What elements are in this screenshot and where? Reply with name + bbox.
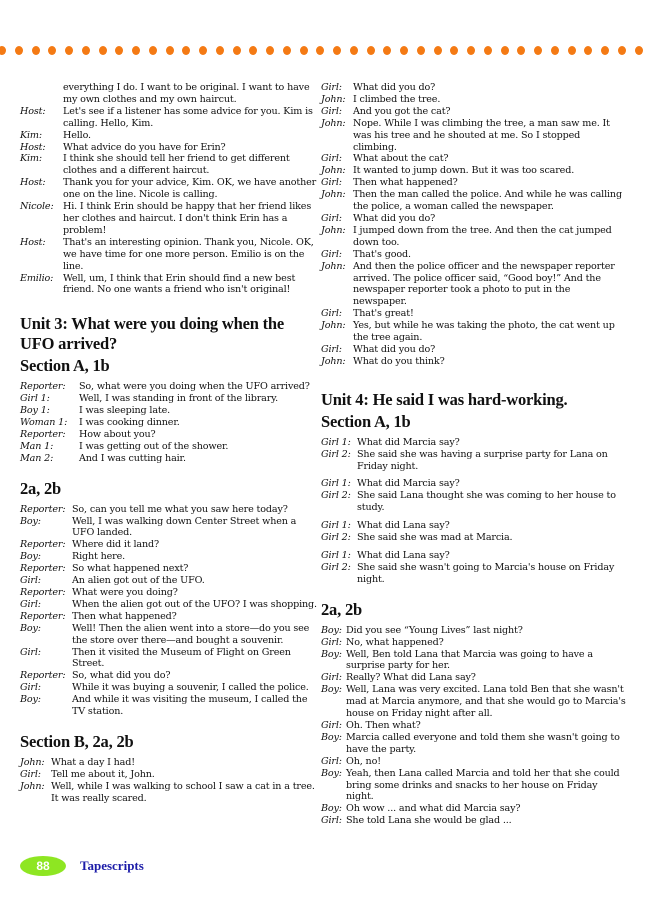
- speaker-label: John:: [20, 756, 45, 768]
- orange-dot: [48, 46, 56, 55]
- speaker-label: Reporter:: [20, 563, 66, 575]
- dialogue-group: [321, 550, 626, 586]
- dialogue-text: What did you do?: [353, 82, 436, 93]
- dialogue-line: [20, 453, 318, 465]
- orange-dot: [266, 46, 274, 55]
- dialogue-text: Oh wow ... and what did Marcia say?: [346, 803, 521, 815]
- orange-dot: [601, 46, 609, 55]
- speaker-label: Man 2:: [20, 452, 54, 464]
- dialogue-line: [321, 437, 626, 449]
- dialogue-line: [20, 142, 318, 154]
- right-column: [321, 82, 626, 827]
- orange-dot: [568, 46, 576, 55]
- speaker-label: John:: [321, 165, 346, 177]
- speaker-label: Boy:: [20, 694, 41, 706]
- dialogue-line: [20, 237, 318, 273]
- orange-dot: [15, 46, 23, 55]
- speaker-label: Girl:: [20, 768, 41, 780]
- dialogue-text: That's good.: [353, 248, 411, 260]
- speaker-label: Boy 1:: [20, 405, 50, 417]
- orange-dot: [233, 46, 241, 55]
- orange-dot: [467, 46, 475, 55]
- speaker-label: Girl:: [321, 719, 342, 731]
- unit3-2a-2b-heading: 2a, 2b: [20, 478, 61, 498]
- speaker-label: Girl 1:: [321, 520, 351, 532]
- speaker-label: Host:: [20, 177, 46, 189]
- dialogue-group: [321, 478, 626, 514]
- orange-dot: [216, 46, 224, 55]
- dialogue-line: [321, 82, 626, 94]
- dialogue-line: [20, 599, 318, 611]
- dialogue-line: [20, 781, 318, 805]
- speaker-label: Girl:: [321, 153, 342, 165]
- dialogue-text: What about the cat?: [353, 153, 449, 165]
- dialogue-line: [321, 94, 626, 106]
- orange-dot: [551, 46, 559, 55]
- orange-dot: [618, 46, 626, 55]
- section-b-continued-dialogue: [321, 82, 626, 368]
- speaker-label: Girl:: [321, 105, 342, 117]
- speaker-label: Reporter:: [20, 670, 66, 682]
- unit4-2a-2b-dialogue: [321, 625, 626, 827]
- unit4-section-a-1b-dialogue: [321, 437, 626, 586]
- dialogue-line: [321, 356, 626, 368]
- dialogue-line: [321, 562, 626, 586]
- dialogue-text: What did Marcia say?: [357, 478, 460, 490]
- speaker-label: Reporter:: [20, 539, 66, 551]
- orange-dot: [182, 46, 190, 55]
- dialogue-text: What did you do?: [353, 212, 436, 224]
- orange-dot: [417, 46, 425, 55]
- speaker-label: Girl 1:: [321, 550, 351, 561]
- speaker-label: Emilio:: [20, 272, 54, 284]
- dialogue-line: [321, 756, 626, 768]
- speaker-label: Kim:: [20, 129, 42, 141]
- dialogue-text: Let's see if a listener has some advice for you. Kim is calling. Hello, Kim.: [63, 105, 313, 129]
- dialogue-line: [20, 539, 318, 551]
- orange-dot: [517, 46, 525, 55]
- dialogue-text: Right here.: [72, 551, 126, 563]
- speaker-label: Host:: [20, 105, 46, 117]
- dialogue-text: Then what happened?: [353, 177, 458, 189]
- dialogue-line: [20, 130, 318, 142]
- speaker-label: [20, 82, 63, 106]
- dialogue-text: An alien got out of the UFO.: [72, 575, 205, 587]
- speaker-label: Girl 2:: [321, 532, 351, 544]
- dialogue-text: Hello.: [63, 129, 91, 141]
- speaker-label: Boy:: [321, 731, 342, 743]
- dialogue-text: Nope. While I was climbing the tree, a man saw me. It was his tree and he shouted at me. So I stopped climbing.: [353, 117, 610, 153]
- speaker-label: John:: [321, 320, 346, 332]
- dialogue-text: Well, Lana was very excited. Lana told Ben that she wasn't mad at Marcia anymore, and that she would go to Marcia's house on Friday night after all.: [346, 684, 626, 720]
- dialogue-line: [321, 490, 626, 514]
- orange-dot: [434, 46, 442, 55]
- dialogue-line: [321, 637, 626, 649]
- dialogue-text: Yeah, then Lana called Marcia and told her that she could bring some drinks and snacks to her house on Friday night.: [346, 767, 620, 803]
- dialogue-text: So, what were you doing when the UFO arrived?: [79, 381, 310, 393]
- dialogue-text: Oh, no!: [346, 755, 381, 767]
- dialogue-line: [321, 308, 626, 320]
- dialogue-group: [321, 437, 626, 473]
- speaker-label: Boy:: [20, 622, 41, 634]
- orange-dot: [400, 46, 408, 55]
- speaker-label: Nicole:: [20, 201, 54, 213]
- dialogue-text: Marcia called everyone and told them she wasn't going to have the party.: [346, 731, 620, 755]
- dialogue-line: [321, 177, 626, 189]
- intro-dialogue: [20, 82, 318, 296]
- speaker-label: Girl 2:: [321, 561, 351, 573]
- orange-dot: [534, 46, 542, 55]
- unit-4-title: Unit 4: He said I was hard-working.: [321, 389, 568, 409]
- speaker-label: Kim:: [20, 153, 42, 165]
- dialogue-line: [20, 153, 318, 177]
- dialogue-text: Well, while I was walking to school I saw a cat in a tree. It was really scared.: [51, 780, 315, 804]
- dialogue-text: She said she wasn't going to Marcia's house on Friday night.: [357, 561, 615, 585]
- speaker-label: Girl:: [321, 755, 342, 767]
- dialogue-line: [20, 201, 318, 237]
- dialogue-text: What advice do you have for Erin?: [63, 141, 226, 153]
- dialogue-line: [321, 449, 626, 473]
- speaker-label: Girl:: [321, 248, 342, 260]
- dialogue-text: That's an interesting opinion. Thank you, Nicole. OK, we have time for one more person. Emilio is on the line.: [63, 236, 314, 272]
- speaker-label: Host:: [20, 236, 46, 248]
- speaker-label: John:: [321, 117, 346, 129]
- dialogue-text: I jumped down from the tree. And then the cat jumped down too.: [353, 224, 612, 248]
- dialogue-text: What were you doing?: [72, 587, 178, 598]
- speaker-label: Girl 1:: [321, 478, 351, 490]
- dialogue-text: And you got the cat?: [353, 105, 451, 117]
- speaker-label: Girl 2:: [321, 448, 351, 460]
- dialogue-line: [20, 441, 318, 453]
- dialogue-line: [321, 118, 626, 154]
- dialogue-text: I was getting out of the shower.: [79, 440, 229, 452]
- orange-dot: [132, 46, 140, 55]
- dialogue-line: [321, 625, 626, 637]
- page-footer: [20, 856, 144, 876]
- orange-dot: [115, 46, 123, 55]
- dialogue-line: [321, 672, 626, 684]
- orange-dot: [635, 46, 643, 55]
- orange-dot: [333, 46, 341, 55]
- orange-dot: [367, 46, 375, 55]
- speaker-label: Boy:: [321, 624, 342, 636]
- unit3-section-b-dialogue: [20, 757, 318, 805]
- footer-title: Tapescripts: [80, 858, 144, 873]
- dialogue-line: [321, 684, 626, 720]
- speaker-label: John:: [321, 189, 346, 201]
- dialogue-line: [321, 344, 626, 356]
- dialogue-line: [20, 381, 318, 393]
- orange-dot: [249, 46, 257, 55]
- speaker-label: Boy:: [321, 648, 342, 660]
- dialogue-line: [20, 563, 318, 575]
- speaker-label: Girl:: [321, 82, 342, 93]
- speaker-label: Girl 1:: [20, 393, 50, 405]
- dialogue-text: While it was buying a souvenir, I called the police.: [72, 682, 309, 694]
- dialogue-line: [321, 550, 626, 562]
- orange-dot: [350, 46, 358, 55]
- orange-dot: [149, 46, 157, 55]
- speaker-label: Girl:: [321, 212, 342, 224]
- dialogue-line: [321, 213, 626, 225]
- dialogue-line: [321, 532, 626, 544]
- dialogue-line: [321, 649, 626, 673]
- dialogue-text: Did you see “Young Lives” last night?: [346, 624, 523, 636]
- dialogue-line: [321, 732, 626, 756]
- speaker-label: Woman 1:: [20, 417, 68, 429]
- speaker-label: Boy:: [20, 515, 41, 527]
- dialogue-line: [321, 153, 626, 165]
- dialogue-text: No, what happened?: [346, 636, 444, 648]
- orange-dot: [450, 46, 458, 55]
- speaker-label: Reporter:: [20, 381, 66, 393]
- speaker-label: Boy:: [20, 551, 41, 563]
- dialogue-text: What do you think?: [353, 355, 445, 367]
- speaker-label: John:: [321, 93, 346, 105]
- speaker-label: Man 1:: [20, 440, 54, 452]
- orange-dot: [300, 46, 308, 55]
- orange-dot: [283, 46, 291, 55]
- dialogue-text: Really? What did Lana say?: [346, 672, 476, 684]
- speaker-label: Boy:: [321, 684, 342, 696]
- unit4-2a-2b-heading: 2a, 2b: [321, 599, 362, 619]
- dialogue-line: [20, 769, 318, 781]
- dialogue-text: That's great!: [353, 308, 414, 320]
- dialogue-line: [20, 670, 318, 682]
- dialogue-text: Then it visited the Museum of Flight on Green Street.: [72, 646, 291, 670]
- dialogue-line: [321, 189, 626, 213]
- unit3-section-b-heading: Section B, 2a, 2b: [20, 731, 134, 751]
- dialogue-text: everything I do. I want to be original. I want to have my own clothes and my own haircut.: [63, 82, 310, 105]
- dialogue-line: [321, 768, 626, 804]
- speaker-label: John:: [321, 260, 346, 272]
- speaker-label: Boy:: [321, 803, 342, 815]
- dialogue-line: [321, 520, 626, 532]
- dialogue-text: I think she should tell her friend to get different clothes and a different haircut.: [63, 153, 290, 177]
- dialogue-text: And while it was visiting the museum, I called the TV station.: [72, 694, 308, 718]
- dialogue-text: When the alien got out of the UFO? I was shopping.: [72, 598, 317, 610]
- dialogue-text: Then what happened?: [72, 610, 177, 622]
- dialogue-line: [20, 504, 318, 516]
- speaker-label: Girl:: [20, 646, 41, 658]
- dialogue-group: [321, 520, 626, 544]
- dialogue-text: Well, Ben told Lana that Marcia was going to have a surprise party for her.: [346, 648, 593, 672]
- orange-dot: [32, 46, 40, 55]
- dialogue-line: [321, 225, 626, 249]
- dialogue-text: Well, um, I think that Erin should find a new best friend. No one wants a friend who isn't original!: [63, 272, 296, 296]
- orange-dot: [484, 46, 492, 55]
- dialogue-text: So what happened next?: [72, 563, 189, 575]
- left-column: [20, 82, 318, 805]
- dialogue-text: So, what did you do?: [72, 670, 171, 682]
- orange-dot: [584, 46, 592, 55]
- speaker-label: Girl:: [321, 636, 342, 648]
- speaker-label: John:: [321, 224, 346, 236]
- speaker-label: Girl 1:: [321, 436, 351, 448]
- speaker-label: Girl 2:: [321, 490, 351, 502]
- orange-dot: [199, 46, 207, 55]
- orange-dot: [383, 46, 391, 55]
- dialogue-text: What a day I had!: [51, 756, 135, 768]
- dialogue-text: I was cooking dinner.: [79, 417, 180, 429]
- dialogue-line: [20, 587, 318, 599]
- dialogue-text: Yes, but while he was taking the photo, the cat went up the tree again.: [353, 320, 615, 344]
- dialogue-line: [321, 320, 626, 344]
- dialogue-text: Where did it land?: [72, 539, 159, 551]
- speaker-label: Girl:: [20, 598, 41, 610]
- orange-dot: [166, 46, 174, 55]
- dialogue-text: Well, I was walking down Center Street when a UFO landed.: [72, 515, 297, 539]
- dialogue-line: [321, 261, 626, 309]
- dialogue-text: Well, I was standing in front of the library.: [79, 393, 279, 405]
- orange-dot: [316, 46, 324, 55]
- speaker-label: Girl:: [321, 177, 342, 189]
- dialogue-text: What did you do?: [353, 343, 436, 355]
- dialogue-line: [321, 803, 626, 815]
- dialogue-line: [20, 682, 318, 694]
- dialogue-text: And then the police officer and the newspaper reporter arrived. The police officer said, “Good boy!” And the newspaper reporter took a photo to put in the newspaper.: [353, 260, 615, 308]
- orange-dot: [82, 46, 90, 55]
- dialogue-text: Hi. I think Erin should be happy that her friend likes her clothes and haircut. I don't think Erin has a problem!: [63, 201, 312, 236]
- dialogue-text: How about you?: [79, 428, 156, 440]
- dialogue-line: [20, 106, 318, 130]
- dialogue-line: [20, 417, 318, 429]
- dialogue-text: What did Lana say?: [357, 550, 450, 561]
- dialogue-line: [20, 623, 318, 647]
- dialogue-text: Well! Then the alien went into a store—do you see the store over there—and bought a souvenir.: [72, 622, 310, 646]
- speaker-label: Host:: [20, 141, 46, 153]
- dialogue-line: [20, 273, 318, 297]
- page-number-badge: 88: [20, 856, 66, 876]
- dialogue-text: I climbed the tree.: [353, 93, 441, 105]
- speaker-label: Reporter:: [20, 587, 66, 598]
- speaker-label: Reporter:: [20, 503, 66, 515]
- dialogue-text: It wanted to jump down. But it was too scared.: [353, 165, 575, 177]
- speaker-label: Girl:: [321, 308, 342, 320]
- speaker-label: Girl:: [321, 343, 342, 355]
- dialogue-text: She said she was having a surprise party for Lana on Friday night.: [357, 448, 608, 472]
- dialogue-line: [321, 720, 626, 732]
- dialogue-line: [20, 647, 318, 671]
- speaker-label: John:: [321, 355, 346, 367]
- dialogue-text: What did Marcia say?: [357, 436, 460, 448]
- dialogue-line: [321, 478, 626, 490]
- speaker-label: Girl:: [20, 575, 41, 587]
- dialogue-line: [20, 551, 318, 563]
- dialogue-text: And I was cutting hair.: [79, 452, 186, 464]
- dialogue-line: [321, 165, 626, 177]
- unit3-section-a-1b-dialogue: [20, 381, 318, 464]
- dialogue-line: [321, 815, 626, 827]
- unit3-section-a-1b-heading: Section A, 1b: [20, 356, 110, 376]
- dialogue-text: So, can you tell me what you saw here today?: [72, 503, 288, 515]
- dialogue-text: Then the man called the police. And while he was calling the police, a woman called the newspaper.: [353, 189, 622, 213]
- speaker-label: Girl:: [321, 672, 342, 684]
- unit-3-title: Unit 3: What were you doing when the UFO arrived?: [20, 314, 285, 354]
- dialogue-line: [20, 405, 318, 417]
- dialogue-line: [321, 249, 626, 261]
- speaker-label: Boy:: [321, 767, 342, 779]
- speaker-label: Reporter:: [20, 610, 66, 622]
- dialogue-line: [20, 177, 318, 201]
- dialogue-line: [20, 82, 318, 106]
- speaker-label: John:: [20, 780, 45, 792]
- unit4-section-a-1b-heading: Section A, 1b: [321, 411, 411, 431]
- dialogue-text: What did Lana say?: [357, 520, 450, 532]
- decorative-dot-border: [0, 46, 650, 56]
- dialogue-line: [20, 611, 318, 623]
- dialogue-line: [20, 393, 318, 405]
- speaker-label: Reporter:: [20, 428, 66, 440]
- orange-dot: [501, 46, 509, 55]
- dialogue-line: [20, 429, 318, 441]
- dialogue-text: Tell me about it, John.: [51, 768, 155, 780]
- dialogue-line: [321, 106, 626, 118]
- dialogue-line: [20, 694, 318, 718]
- dialogue-text: She told Lana she would be glad ...: [346, 815, 512, 827]
- orange-dot: [0, 46, 6, 55]
- dialogue-line: [20, 516, 318, 540]
- dialogue-text: Thank you for your advice, Kim. OK, we have another one on the line. Nicole is calling.: [63, 177, 317, 201]
- dialogue-text: Oh. Then what?: [346, 719, 421, 731]
- speaker-label: Girl:: [20, 682, 41, 694]
- dialogue-line: [20, 757, 318, 769]
- dialogue-text: I was sleeping late.: [79, 405, 171, 417]
- orange-dot: [99, 46, 107, 55]
- orange-dot: [65, 46, 73, 55]
- dialogue-line: [20, 575, 318, 587]
- unit3-2a-2b-dialogue: [20, 504, 318, 718]
- dialogue-text: She said she was mad at Marcia.: [357, 532, 513, 544]
- dialogue-text: She said Lana thought she was coming to her house to study.: [357, 490, 616, 514]
- speaker-label: Girl:: [321, 815, 342, 827]
